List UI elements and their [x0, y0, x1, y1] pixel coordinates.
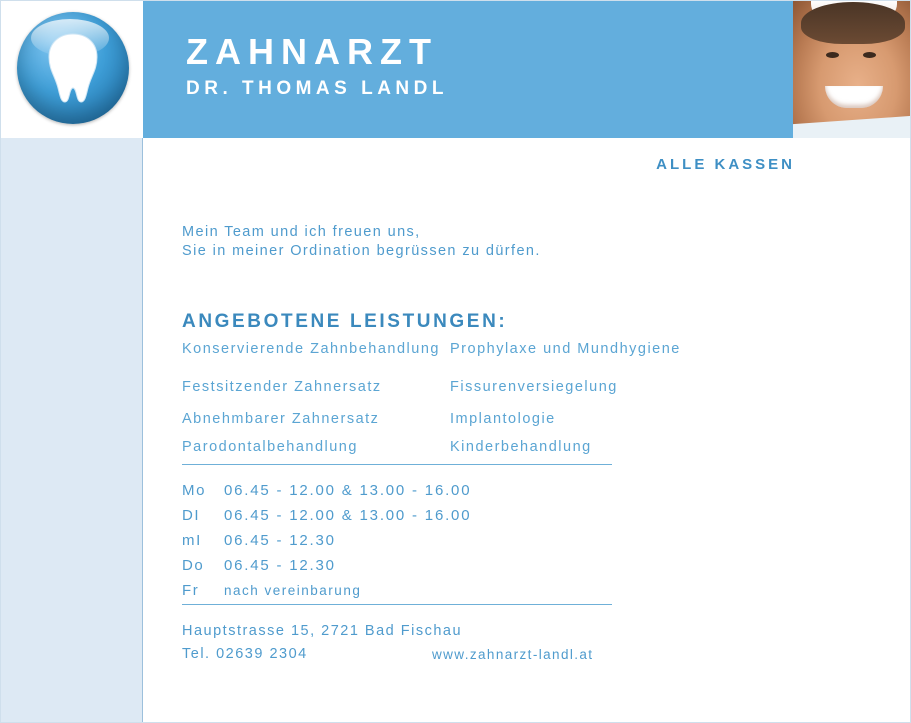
- services-heading: ANGEBOTENE LEISTUNGEN:: [182, 311, 508, 332]
- service-item: Implantologie: [450, 411, 556, 427]
- dentist-photo: [793, 0, 911, 138]
- hours-time: nach vereinbarung: [224, 583, 362, 598]
- hours-row: [182, 553, 642, 578]
- hours-day: DI: [182, 507, 201, 524]
- address-line: Hauptstrasse 15, 2721 Bad Fischau: [182, 623, 463, 639]
- opening-hours: [182, 478, 642, 603]
- divider-top: [182, 464, 612, 465]
- service-item: Kinderbehandlung: [450, 439, 592, 455]
- intro-text: [182, 223, 541, 261]
- service-row: [182, 410, 822, 438]
- photo-eye-left: [826, 52, 839, 58]
- service-item: Parodontalbehandlung: [182, 439, 358, 455]
- insurance-notice: ALLE KASSEN: [656, 156, 795, 173]
- phone-line: [182, 643, 822, 666]
- hours-row: [182, 578, 642, 603]
- header: [0, 0, 911, 138]
- service-item: Konservierende Zahnbehandlung: [182, 341, 440, 357]
- page-title: ZAHNARZT: [186, 31, 438, 72]
- hours-time: 06.45 - 12.30: [224, 532, 336, 549]
- website-link[interactable]: www.zahnarzt-landl.at: [432, 647, 594, 662]
- hours-row: [182, 478, 642, 503]
- page-subtitle: DR. THOMAS LANDL: [186, 78, 448, 99]
- content: [144, 138, 911, 723]
- service-item: Fissurenversiegelung: [450, 379, 618, 395]
- service-item: Festsitzender Zahnersatz: [182, 379, 382, 395]
- header-title-group: [186, 32, 448, 102]
- footer: [182, 620, 822, 666]
- hours-row: [182, 503, 642, 528]
- service-item: Prophylaxe und Mundhygiene: [450, 341, 681, 357]
- hours-day: Fr: [182, 582, 200, 599]
- photo-eye-right: [863, 52, 876, 58]
- services-list: [182, 340, 822, 466]
- body: [0, 138, 911, 723]
- intro-line-2: Sie in meiner Ordination begrüssen zu dürfen.: [182, 243, 541, 259]
- photo-hair: [801, 2, 905, 44]
- hours-day: mI: [182, 532, 202, 549]
- hours-row: [182, 528, 642, 553]
- left-sidebar-panel: [0, 138, 143, 723]
- tooth-logo-icon: [17, 12, 129, 124]
- logo-box: [0, 0, 143, 138]
- service-row: [182, 340, 822, 378]
- tooth-icon: [47, 32, 99, 104]
- hours-day: Mo: [182, 482, 207, 499]
- phone-text: Tel. 02639 2304: [182, 646, 308, 662]
- hours-time: 06.45 - 12.00 & 13.00 - 16.00: [224, 507, 472, 524]
- divider-bottom: [182, 604, 612, 605]
- hours-time: 06.45 - 12.00 & 13.00 - 16.00: [224, 482, 472, 499]
- service-item: Abnehmbarer Zahnersatz: [182, 411, 380, 427]
- hours-time: 06.45 - 12.30: [224, 557, 336, 574]
- service-row: [182, 378, 822, 410]
- service-row: [182, 438, 822, 466]
- intro-line-1: Mein Team und ich freuen uns,: [182, 224, 421, 240]
- hours-day: Do: [182, 557, 205, 574]
